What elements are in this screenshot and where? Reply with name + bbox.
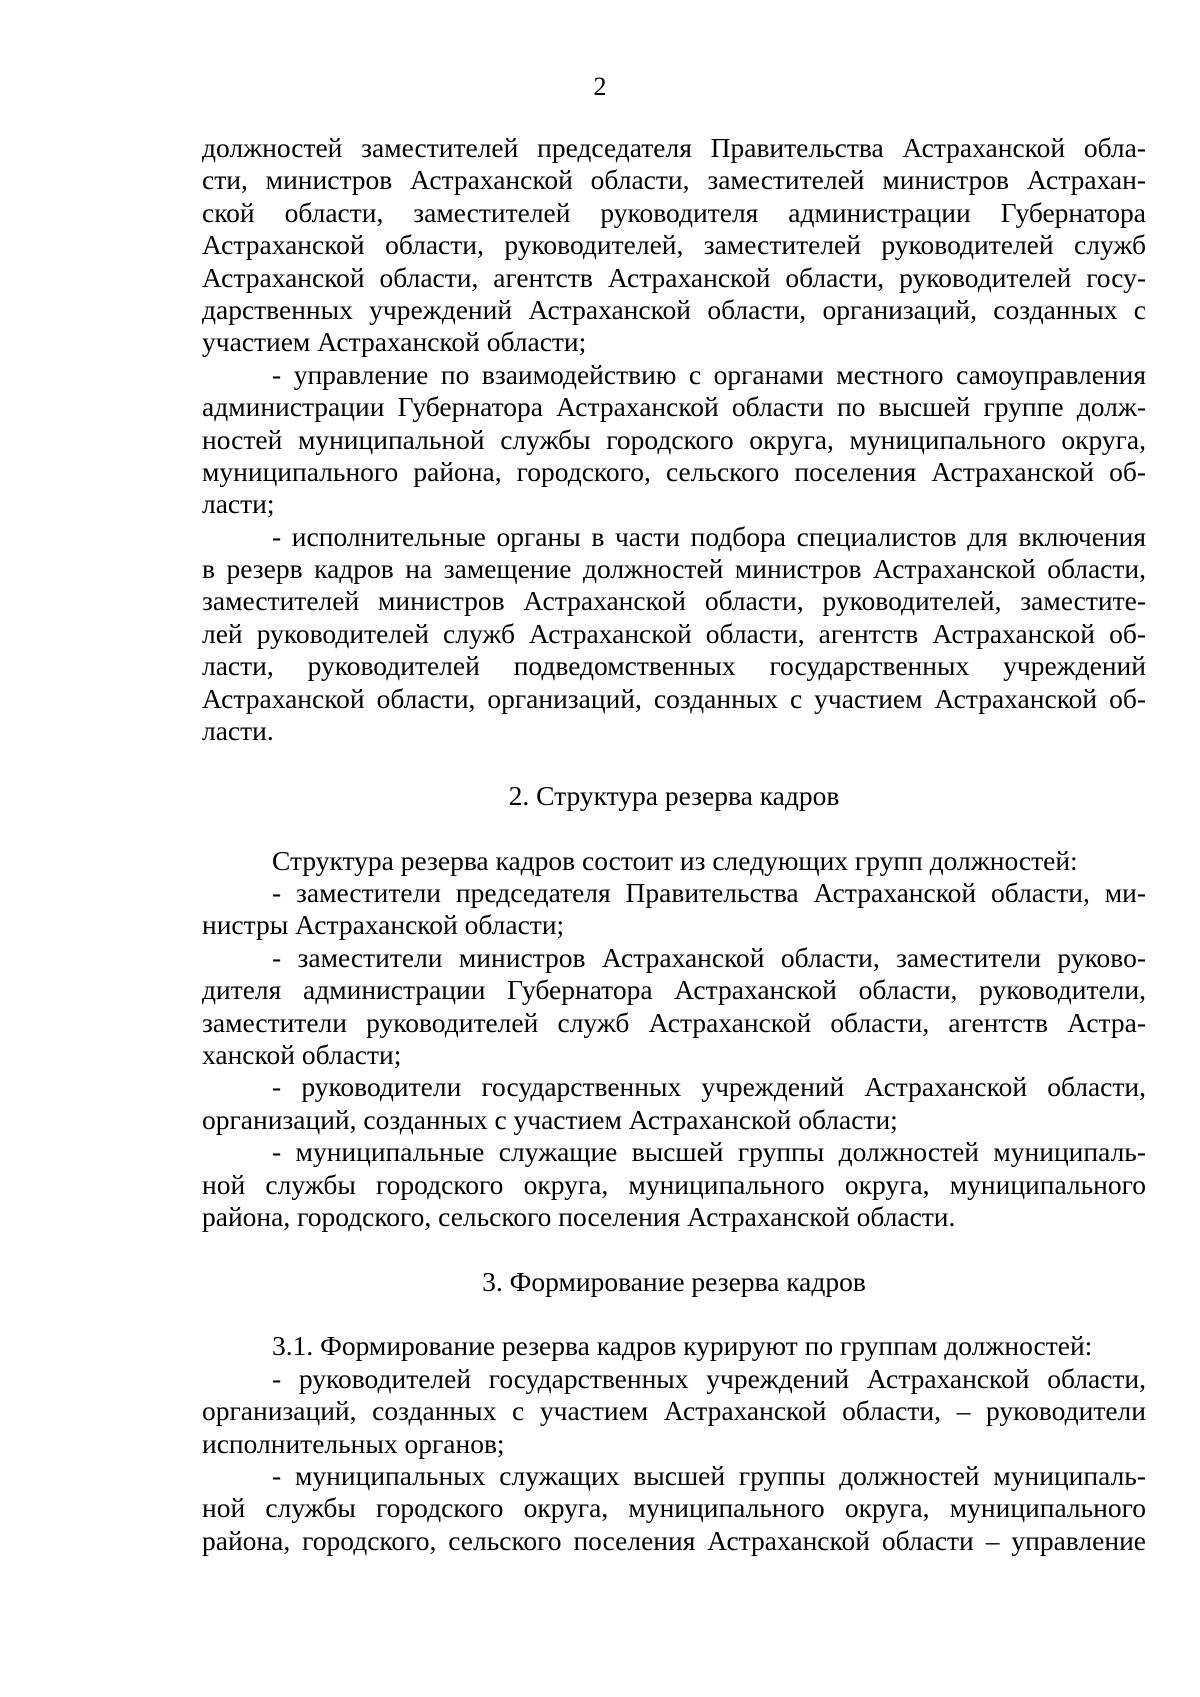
text-line: - заместители председателя Правительства Астраханской области, ми- [272,876,1146,908]
text-line: лей руководителей служб Астраханской области, агентств Астраханской об- [202,617,1146,649]
text-line: ласти, руководителей подведомственных государственных учреждений [202,650,1146,682]
text-line: Структура резерва кадров состоит из следующих групп должностей: [272,844,1078,876]
text-line: исполнительных органов; [202,1427,505,1459]
text-line: Астраханской области, агентств Астраханской области, руководителей госу- [202,261,1146,293]
text-line: - руководителей государственных учреждений Астраханской области, [272,1362,1146,1394]
document-body [202,132,1146,1557]
text-line: муниципального района, городского, сельского поселения Астраханской об- [202,455,1146,487]
spacer [202,1298,1146,1330]
spacer [202,747,1146,779]
text-line: ностей муниципальной службы городского округа, муниципального округа, [202,423,1146,455]
text-line: Астраханской области, организаций, созданных с участием Астраханской об- [202,682,1146,714]
text-line: ласти; [202,488,275,520]
text-line: администрации Губернатора Астраханской области по высшей группе долж- [202,391,1146,423]
text-line: сти, министров Астраханской области, заместителей министров Астрахан- [202,164,1146,196]
text-line: участием Астраханской области; [202,326,587,358]
text-line: района, городского, сельского поселения Астраханской области. [202,1200,956,1232]
text-line: ской области, заместителей руководителя администрации Губернатора [202,196,1146,228]
text-line: - управление по взаимодействию с органами местного самоуправления [272,358,1146,390]
text-line: - муниципальных служащих высшей группы должностей муниципаль- [272,1460,1146,1492]
page-number: 2 [593,72,607,101]
text-line: района, городского, сельского поселения Астраханской области – управление [202,1524,1146,1556]
text-line: заместителей министров Астраханской области, руководителей, заместите- [202,585,1146,617]
section-heading: 2. Структура резерва кадров [508,779,840,811]
spacer [202,1233,1146,1265]
text-line: 3.1. Формирование резерва кадров курируют по группам должностей: [272,1330,1093,1362]
text-line: организаций, созданных с участием Астраханской области; [202,1103,898,1135]
text-line: дарственных учреждений Астраханской области, организаций, созданных с [202,293,1146,325]
text-line: организаций, созданных с участием Астраханской области, – руководители [202,1395,1146,1427]
text-line: ханской области; [202,1038,402,1070]
text-line: - руководители государственных учреждений Астраханской области, [272,1071,1146,1103]
text-line: - муниципальные служащие высшей группы должностей муниципаль- [272,1136,1146,1168]
text-line: Астраханской области, руководителей, заместителей руководителей служб [202,229,1146,261]
text-line: ной службы городского округа, муниципального округа, муниципального [202,1168,1146,1200]
text-line: - исполнительные органы в части подбора специалистов для включения [272,520,1146,552]
spacer [202,812,1146,844]
text-line: ласти. [202,715,274,747]
text-line: в резерв кадров на замещение должностей министров Астраханской области, [202,553,1146,585]
text-line: нистры Астраханской области; [202,909,565,941]
text-line: ной службы городского округа, муниципального округа, муниципального [202,1492,1146,1524]
section-heading: 3. Формирование резерва кадров [482,1265,866,1297]
text-line: - заместители министров Астраханской области, заместители руково- [272,941,1146,973]
text-line: дителя администрации Губернатора Астраханской области, руководители, [202,974,1146,1006]
text-line: заместители руководителей служб Астраханской области, агентств Астра- [202,1006,1146,1038]
text-line: должностей заместителей председателя Правительства Астраханской обла- [202,132,1146,163]
